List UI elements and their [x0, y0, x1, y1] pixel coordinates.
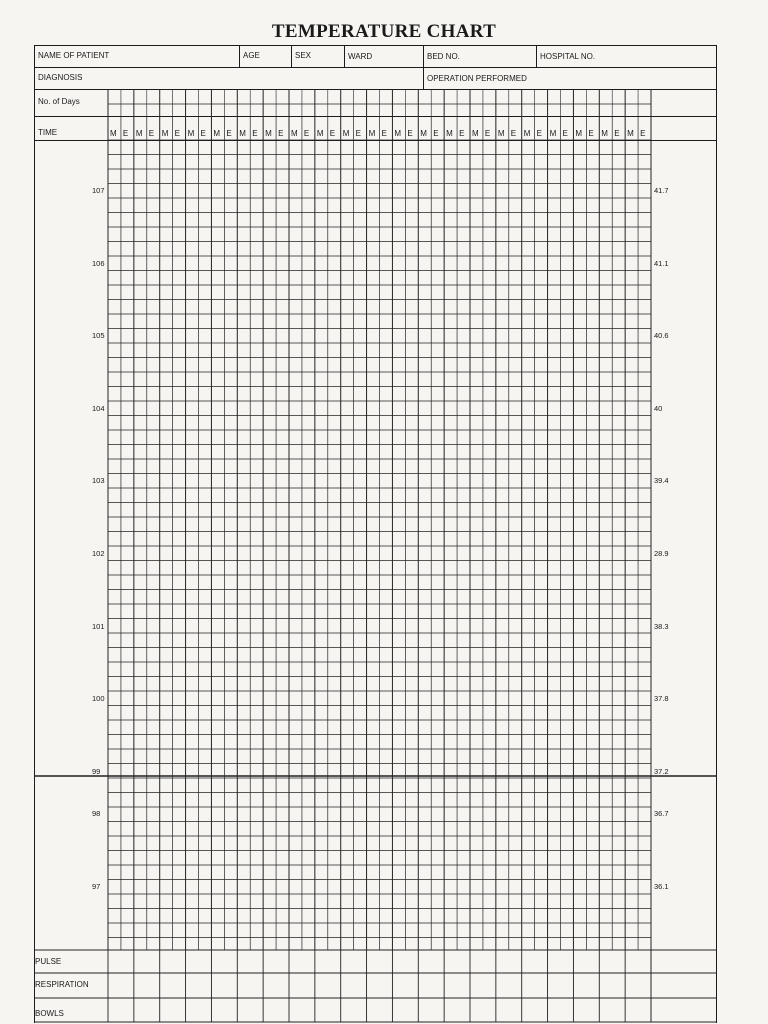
time-marker: E: [562, 129, 568, 138]
sex-field[interactable]: SEX: [295, 51, 312, 60]
time-marker: E: [174, 129, 180, 138]
celsius-label: 37.2: [654, 766, 669, 776]
operation-performed-field[interactable]: OPERATION PERFORMED: [427, 74, 527, 83]
time-marker: M: [316, 129, 324, 138]
time-marker: M: [161, 129, 169, 138]
time-marker: M: [135, 129, 143, 138]
celsius-label: 37.8: [654, 694, 669, 704]
time-marker: M: [368, 129, 376, 138]
celsius-label: 41.7: [654, 186, 669, 195]
name-of-patient-field[interactable]: NAME OF PATIENT: [38, 51, 110, 60]
celsius-label: 38.3: [654, 621, 669, 631]
time-marker: E: [122, 129, 129, 138]
time-marker: E: [252, 129, 258, 138]
time-marker: E: [303, 129, 310, 138]
time-marker: E: [536, 129, 542, 138]
fahrenheit-label: 106: [92, 258, 105, 268]
time-marker: M: [472, 129, 479, 138]
time-marker: E: [200, 129, 206, 138]
time-marker: M: [213, 129, 221, 138]
time-marker: M: [575, 129, 583, 138]
time-marker: E: [278, 129, 284, 138]
celsius-label: 39.4: [654, 476, 669, 486]
pulse-row-label: PULSE: [35, 957, 62, 966]
diagnosis-field[interactable]: DIAGNOSIS: [38, 73, 83, 82]
celsius-label: 40: [654, 403, 663, 413]
fahrenheit-label: 103: [92, 476, 105, 486]
bed-no-field[interactable]: BED NO.: [427, 52, 460, 61]
time-marker: M: [110, 129, 117, 138]
time-marker: E: [640, 129, 646, 138]
time-marker: M: [265, 129, 272, 138]
time-marker: M: [291, 129, 298, 138]
fahrenheit-label: 107: [92, 186, 105, 195]
fahrenheit-label: 98: [92, 809, 101, 818]
fahrenheit-label: 97: [92, 881, 101, 891]
chart-title: TEMPERATURE CHART: [271, 21, 497, 42]
time-marker: M: [446, 129, 453, 138]
time-marker: E: [433, 129, 439, 138]
time-marker: E: [226, 129, 232, 138]
time-marker: M: [627, 129, 634, 138]
time-label: TIME: [38, 128, 58, 137]
time-marker: M: [523, 129, 531, 138]
age-field[interactable]: AGE: [243, 51, 260, 60]
fahrenheit-label: 105: [92, 331, 105, 341]
time-marker: M: [394, 129, 402, 138]
time-marker: E: [381, 129, 387, 138]
respiration-row-label: RESPIRATION: [35, 980, 89, 989]
no-of-days-label: No. of Days: [38, 97, 80, 106]
celsius-label: 28.9: [654, 549, 669, 558]
fahrenheit-label: 104: [92, 403, 105, 413]
celsius-label: 36.7: [654, 809, 669, 818]
time-marker: M: [420, 129, 427, 138]
hospital-no-field[interactable]: HOSPITAL NO.: [540, 52, 596, 61]
time-marker: E: [355, 129, 361, 138]
time-marker: E: [407, 129, 413, 138]
time-marker: E: [484, 129, 491, 138]
time-marker: E: [588, 129, 594, 138]
time-marker: M: [549, 129, 557, 138]
time-marker: E: [510, 129, 517, 138]
celsius-label: 40.6: [654, 331, 669, 341]
fahrenheit-label: 99: [92, 766, 101, 776]
time-marker: E: [148, 129, 155, 138]
fahrenheit-label: 100: [92, 694, 105, 704]
time-marker: M: [239, 129, 246, 138]
time-marker: M: [601, 129, 608, 138]
time-marker: M: [187, 129, 195, 138]
bowls-row-label: BOWLS: [35, 1009, 64, 1018]
fahrenheit-label: 101: [92, 621, 105, 631]
time-marker: E: [614, 129, 620, 138]
time-marker: E: [459, 129, 465, 138]
celsius-label: 41.1: [654, 258, 669, 268]
ward-field[interactable]: WARD: [348, 52, 373, 61]
celsius-label: 36.1: [654, 881, 669, 891]
time-marker: M: [497, 129, 505, 138]
fahrenheit-label: 102: [92, 549, 105, 558]
time-marker: M: [342, 129, 350, 138]
time-marker: E: [329, 129, 336, 138]
